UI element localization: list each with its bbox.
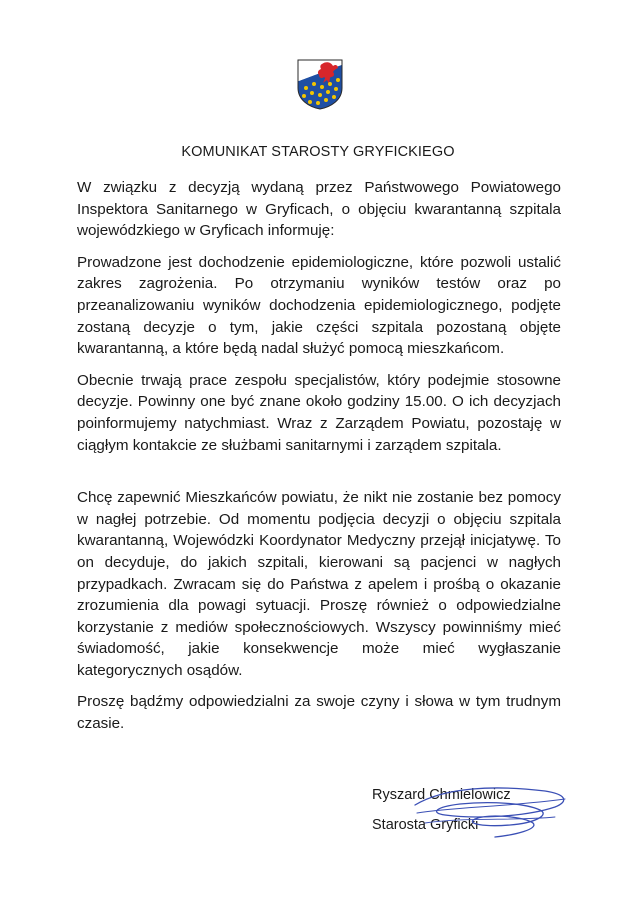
signatory-name: Ryszard Chmielowicz <box>372 787 511 803</box>
handwritten-signature <box>405 777 575 847</box>
page-title: KOMUNIKAT STAROSTY GRYFICKIEGO <box>181 144 455 160</box>
paragraph: Chcę zapewnić Mieszkańców powiatu, że nikt nie zostanie bez pomocy w nagłej potrzebie. Od momentu podjęcia decyzji o objęciu szpitala kwarantanną, Wojewódzki Koordynator Medyczny przejął inicjatywę. To on decyduje, do jakich szpitali, kierowani są pacjenci w nagłych przypadkach. Zwracam się do Państwa z apelem i prośbą o okazanie zrozumienia dla powagi sytuacji. Proszę również o odpowiedzialne korzystanie z mediów społecznościowych. Wszyscy powinniśmy mieć świadomość, jakie konsekwencje może mieć wygłaszanie kategorycznych osądów. <box>77 489 561 679</box>
paragraph: Obecnie trwają prace zespołu specjalistów, który podejmie stosowne decyzje. Powinny one być znane około godziny 15.00. O ich decyzjach poinformujemy natychmiast. Wraz z Zarządem Powiatu, pozostaję w ciągłym kontakcie ze służbami sanitarnymi i zarządem szpitala. <box>77 371 561 454</box>
paragraph: Proszę bądźmy odpowiedzialni za swoje czyny i słowa w tym trudnym czasie. <box>77 693 561 733</box>
paragraph: W związku z decyzją wydaną przez Państwowego Powiatowego Inspektora Sanitarnego w Gryficach, o objęciu kwarantanną szpitala wojewódzkiego w Gryficach informuję: <box>77 179 561 240</box>
paragraph: Prowadzone jest dochodzenie epidemiologiczne, które pozwoli ustalić zakres zagrożenia. Po otrzymaniu wyników testów oraz po przeanalizowaniu wyników dochodzenia epidemiologicznego, podjęte zostaną decyzje o tym, jakie części szpitala pozostaną objęte kwarantanną, a które będą nadal służyć pomocą mieszkańcom. <box>77 253 561 358</box>
signatory-role: Starosta Gryficki <box>372 817 479 833</box>
coat-of-arms-icon <box>296 58 344 110</box>
document-body <box>77 177 561 745</box>
